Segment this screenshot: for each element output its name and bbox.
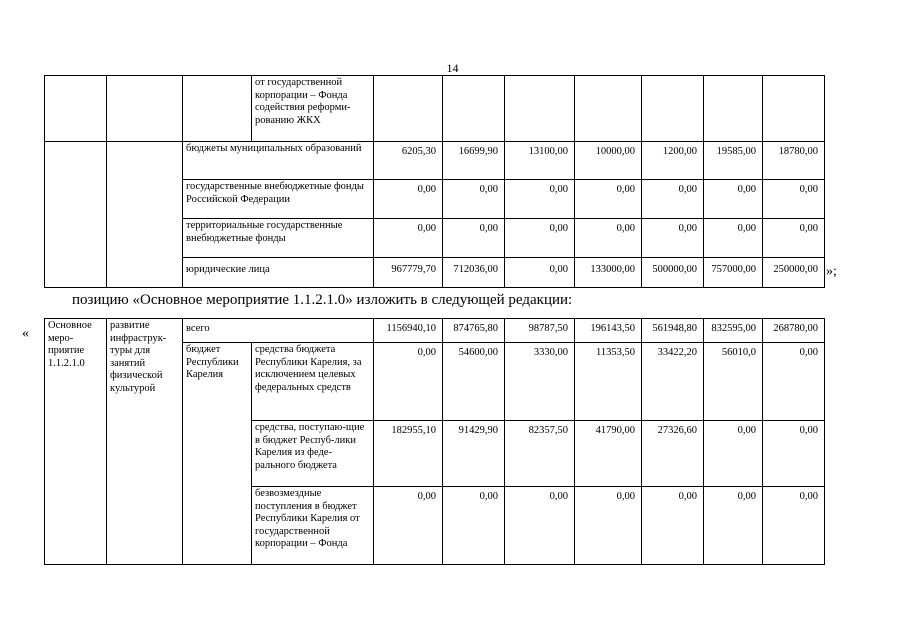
value-cell: 6205,30 xyxy=(374,142,443,180)
value-cell: 0,00 xyxy=(763,487,825,565)
value-cell: 0,00 xyxy=(374,180,443,219)
value-cell: 13100,00 xyxy=(505,142,575,180)
closing-quote-mark: »; xyxy=(826,264,837,279)
value-cell: 0,00 xyxy=(704,421,763,487)
value-cell: 133000,00 xyxy=(575,258,642,288)
funding-table-new xyxy=(44,318,825,565)
budget-label: бюджет Республики Карелия xyxy=(183,343,252,565)
opening-quote-mark: « xyxy=(22,326,29,341)
value-cell: 0,00 xyxy=(704,180,763,219)
value-cell: 0,00 xyxy=(505,258,575,288)
value-cell: 0,00 xyxy=(763,343,825,421)
value-cell: 0,00 xyxy=(704,219,763,258)
value-cell: 0,00 xyxy=(704,487,763,565)
value-cell: 500000,00 xyxy=(642,258,704,288)
value-cell: 182955,10 xyxy=(374,421,443,487)
value-cell: 0,00 xyxy=(642,219,704,258)
value-cell: 561948,80 xyxy=(642,319,704,343)
funding-source-label: средства, поступаю-щие в бюджет Респуб-лики Карелия из феде-рального бюджета xyxy=(252,421,374,487)
value-cell: 0,00 xyxy=(505,219,575,258)
value-cell: 98787,50 xyxy=(505,319,575,343)
value-cell: 1156940,10 xyxy=(374,319,443,343)
page-number: 14 xyxy=(446,61,459,75)
measure-code-cell: Основное меро-приятие 1.1.2.1.0 xyxy=(45,319,107,565)
value-cell: 0,00 xyxy=(443,180,505,219)
value-cell: 0,00 xyxy=(575,180,642,219)
funding-source-label: юридические лица xyxy=(183,258,374,288)
value-cell: 0,00 xyxy=(374,343,443,421)
value-cell: 54600,00 xyxy=(443,343,505,421)
value-cell: 3330,00 xyxy=(505,343,575,421)
funding-source-label: безвозмездные поступления в бюджет Республики Карелия от государственной корпорации – Фонда xyxy=(252,487,374,565)
table-row xyxy=(45,76,825,142)
value-cell: 41790,00 xyxy=(575,421,642,487)
value-cell: 27326,60 xyxy=(642,421,704,487)
value-cell: 874765,80 xyxy=(443,319,505,343)
value-cell: 268780,00 xyxy=(763,319,825,343)
value-cell: 0,00 xyxy=(374,487,443,565)
amendment-paragraph: позицию «Основное мероприятие 1.1.2.1.0» изложить в следующей редакции: xyxy=(72,292,573,308)
value-cell: 967779,70 xyxy=(374,258,443,288)
table-row xyxy=(45,319,825,343)
table-row xyxy=(45,142,825,180)
value-cell: 0,00 xyxy=(374,219,443,258)
value-cell: 832595,00 xyxy=(704,319,763,343)
value-cell: 0,00 xyxy=(763,219,825,258)
value-cell: 757000,00 xyxy=(704,258,763,288)
value-cell: 712036,00 xyxy=(443,258,505,288)
funding-source-label: средства бюджета Республики Карелия, за исключением целевых федеральных средств xyxy=(252,343,374,421)
value-cell: 11353,50 xyxy=(575,343,642,421)
value-cell: 16699,90 xyxy=(443,142,505,180)
value-cell: 196143,50 xyxy=(575,319,642,343)
funding-source-label: государственные внебюджетные фонды Российской Федерации xyxy=(183,180,374,219)
measure-name-cell: развитие инфраструк-туры для занятий физической культурой xyxy=(107,319,183,565)
value-cell: 56010,0 xyxy=(704,343,763,421)
value-cell: 0,00 xyxy=(443,219,505,258)
value-cell: 91429,90 xyxy=(443,421,505,487)
value-cell: 19585,00 xyxy=(704,142,763,180)
total-label: всего xyxy=(183,319,374,343)
value-cell: 18780,00 xyxy=(763,142,825,180)
value-cell: 33422,20 xyxy=(642,343,704,421)
value-cell: 0,00 xyxy=(763,421,825,487)
value-cell: 250000,00 xyxy=(763,258,825,288)
value-cell: 0,00 xyxy=(505,180,575,219)
value-cell: 1200,00 xyxy=(642,142,704,180)
value-cell: 0,00 xyxy=(642,487,704,565)
funding-source-label: от государственной корпорации – Фонда содействия реформи-рованию ЖКХ xyxy=(252,76,374,142)
value-cell: 0,00 xyxy=(763,180,825,219)
value-cell: 0,00 xyxy=(575,487,642,565)
value-cell: 0,00 xyxy=(575,219,642,258)
funding-table-continued xyxy=(44,75,825,288)
value-cell: 0,00 xyxy=(443,487,505,565)
value-cell: 10000,00 xyxy=(575,142,642,180)
value-cell: 0,00 xyxy=(642,180,704,219)
value-cell: 0,00 xyxy=(505,487,575,565)
funding-source-label: территориальные государственные внебюджетные фонды xyxy=(183,219,374,258)
funding-source-label: бюджеты муниципальных образований xyxy=(183,142,374,180)
value-cell: 82357,50 xyxy=(505,421,575,487)
